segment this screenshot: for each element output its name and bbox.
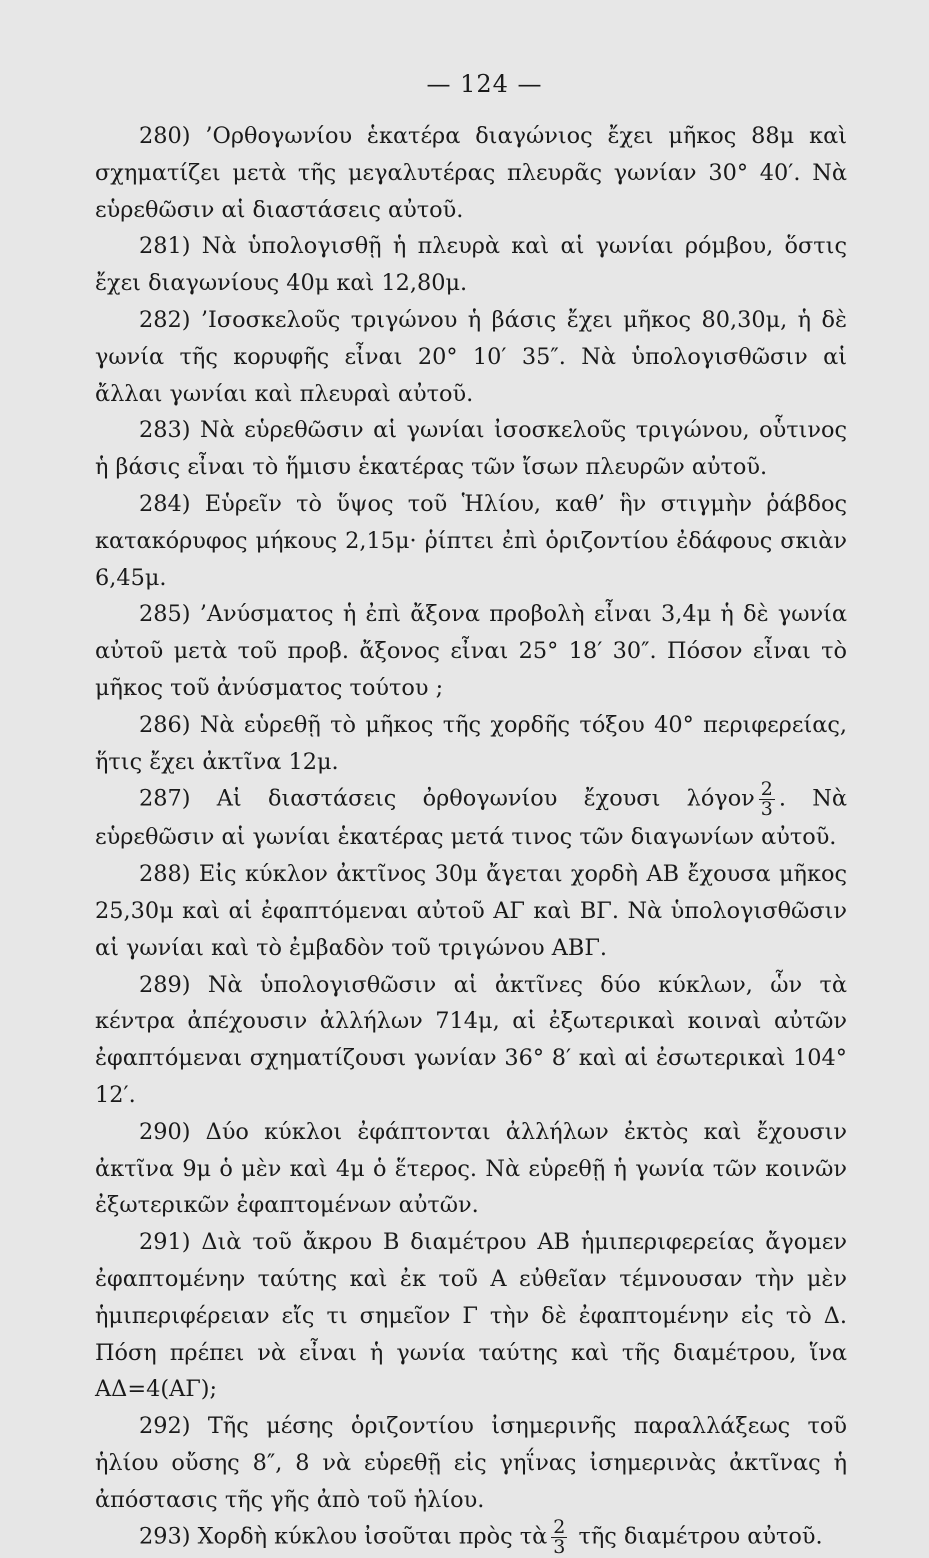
problem-287 [95,780,847,856]
problem-287-text-after: . Νὰ εὑρεθῶσιν αἱ γωνίαι ἑκατέρας μετά τινος τῶν διαγωνίων αὐτοῦ. [95,785,847,851]
fraction [551,1518,567,1557]
fraction-denominator: 3 [760,798,773,821]
problem-293-text-before: 293) Χορδὴ κύκλου ἰσοῦται πρὸς τὰ [139,1523,548,1550]
fraction-numerator: 2 [553,1516,566,1539]
problem-285: 285) ’Ανύσματος ἡ ἐπὶ ἄξονα προβολὴ εἶναι 3,4μ ἡ δὲ γωνία αὐτοῦ μετὰ τοῦ προβ. ἄξονος εἶναι 25° 18′ 30″. Πόσον εἶναι τὸ μῆκος τοῦ ἀνύσματος τούτου ; [95,601,847,701]
problem-290: 290) Δύο κύκλοι ἐφάπτονται ἀλλήλων ἐκτὸς καὶ ἔχουσιν ἀκτῖνα 9μ ὁ μὲν καὶ 4μ ὁ ἕτερος. Νὰ εὑρεθῇ ἡ γωνία τῶν κοινῶν ἐξωτερικῶν ἐφαπτομένων αὐτῶν. [95,1118,847,1219]
fraction-denominator: 3 [553,1536,566,1558]
problem-284: 284) Εὑρεῖν τὸ ὕψος τοῦ Ἡλίου, καθ’ ἣν στιγμὴν ῥάβδος κατακόρυφος μήκους 2,15μ· ῥίπτει ἐπὶ ὁριζοντίου ἐδάφους σκιὰν 6,45μ. [95,490,847,591]
problem-292: 292) Τῆς μέσης ὁριζοντίου ἰσημερινῆς παραλλάξεως τοῦ ἡλίου οὔσης 8″, 8 νὰ εὑρεθῇ εἰς γηΐνας ἰσημερινὰς ἀκτῖνας ἡ ἀπόστασις τῆς γῆς ἀπὸ τοῦ ἡλίου. [95,1413,847,1513]
fraction [759,780,775,819]
problem-289: 289) Νὰ ὑπολογισθῶσιν αἱ ἀκτῖνες δύο κύκλων, ὧν τὰ κέντρα ἀπέχουσιν ἀλλήλων 714μ, αἱ ἐξωτερικαὶ κοιναὶ αὐτῶν ἐφαπτόμεναι σχηματίζουσι γωνίαν 36° 8′ καὶ αἱ ἐσωτερικαὶ 104° 12′. [95,971,847,1108]
problem-list [95,118,847,1557]
page-number: — 124 — [426,70,543,98]
problem-291: 291) Διὰ τοῦ ἄκρου Β διαμέτρου ΑΒ ἡμιπεριφερείας ἄγομεν ἐφαπτομένην ταύτης καὶ ἐκ τοῦ Α εὐθεῖαν τέμνουσαν τὴν μὲν ἡμιπεριφέρειαν εἴς τι σημεῖον Γ τὴν δὲ ἐφαπτομένην εἰς τὸ Δ. Πόση πρέπει νὰ εἶναι ἡ γωνία ταύτης καὶ τῆς διαμέτρου, ἵνα ΑΔ=4(ΑΓ); [95,1229,847,1403]
problem-293 [95,1518,847,1557]
problem-281: 281) Νὰ ὑπολογισθῇ ἡ πλευρὰ καὶ αἱ γωνίαι ρόμβου, ὅστις ἔχει διαγωνίους 40μ καὶ 12,80μ. [95,233,847,297]
problem-283: 283) Νὰ εὑρεθῶσιν αἱ γωνίαι ἰσοσκελοῦς τριγώνου, οὗτινος ἡ βάσις εἶναι τὸ ἥμισυ ἑκατέρας τῶν ἴσων πλευρῶν αὐτοῦ. [95,417,847,481]
problem-280: 280) ’Ορθογωνίου ἑκατέρα διαγώνιος ἔχει μῆκος 88μ καὶ σχηματίζει μετὰ τῆς μεγαλυτέρας πλευρᾶς γωνίαν 30° 40′. Νὰ εὑρεθῶσιν αἱ διαστάσεις αὐτοῦ. [95,123,847,223]
problem-282: 282) ’Ισοσκελοῦς τριγώνου ἡ βάσις ἔχει μῆκος 80,30μ, ἡ δὲ γωνία τῆς κορυφῆς εἶναι 20° 10′ 35″. Νὰ ὑπολογισθῶσιν αἱ ἄλλαι γωνίαι καὶ πλευραὶ αὐτοῦ. [95,306,847,407]
problem-286: 286) Νὰ εὑρεθῇ τὸ μῆκος τῆς χορδῆς τόξου 40° περιφερείας, ἥτις ἔχει ἀκτῖνα 12μ. [95,711,847,775]
problem-293-text-after: τῆς διαμέτρου αὐτοῦ. [571,1523,823,1550]
problem-288: 288) Εἰς κύκλον ἀκτῖνος 30μ ἄγεται χορδὴ ΑΒ ἔχουσα μῆκος 25,30μ καὶ αἱ ἐφαπτόμεναι αὐτοῦ ΑΓ καὶ ΒΓ. Νὰ ὑπολογισθῶσιν αἱ γωνίαι καὶ τὸ ἐμβαδὸν τοῦ τριγώνου ΑΒΓ. [95,861,847,961]
problem-287-text-before: 287) Αἱ διαστάσεις ὀρθογωνίου ἔχουσι λόγον [139,785,755,812]
fraction-numerator: 2 [760,778,773,801]
